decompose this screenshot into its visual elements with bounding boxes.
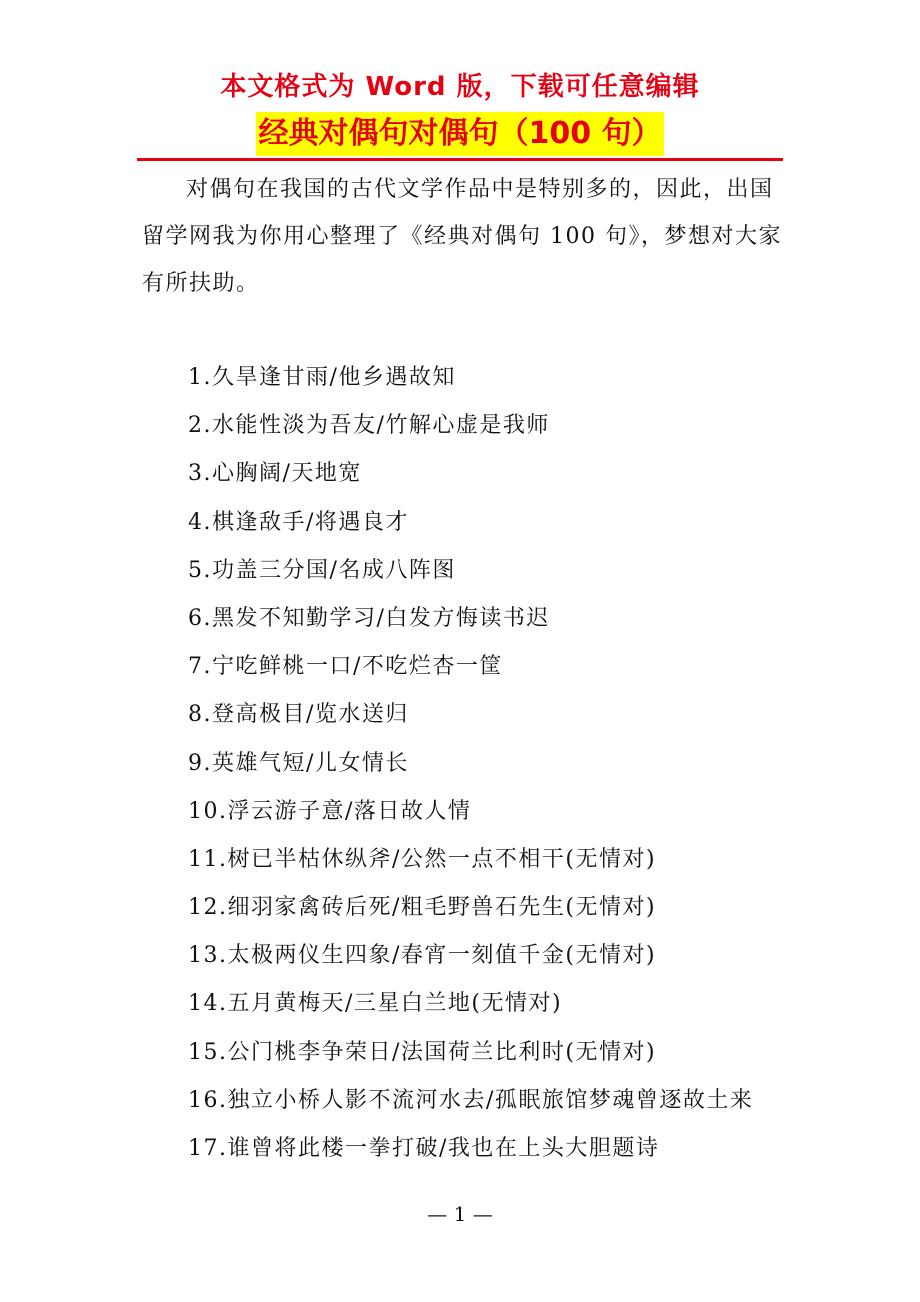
list-item: 7.宁吃鲜桃一口/不吃烂杏一筐 [188,654,503,680]
list-item: 2.水能性淡为吾友/竹解心虚是我师 [188,413,550,439]
list-item: 6.黑发不知勤学习/白发方悔读书迟 [188,605,550,631]
list-item: 17.谁曾将此楼一拳打破/我也在上头大胆题诗 [188,1136,660,1161]
list-item: 4.棋逢敌手/将遇良才 [188,509,409,535]
list-item: 11.树已半枯休纵斧/公然一点不相干(无情对) [188,846,657,872]
list-item: 8.登高极目/览水送归 [188,702,409,728]
intro-paragraph: 对偶句在我国的古代文学作品中是特别多的，因此，出国留学网我为你用心整理了《经典对偶句 100 句》，梦想对大家有所扶助。 [142,177,782,296]
list-item: 5.功盖三分国/名成八阵图 [188,557,456,583]
list-item: 10.浮云游子意/落日故人情 [188,798,472,824]
list-item: 12.细羽家禽砖后死/粗毛野兽石先生(无情对) [188,895,657,921]
page-number: — 1 — [427,1202,493,1226]
list-item: 3.心胸阔/天地宽 [188,461,362,487]
couplet-list [188,354,788,1173]
list-item: 1.久旱逢甘雨/他乡遇故知 [188,365,456,390]
list-item: 15.公门桃李争荣日/法国荷兰比利时(无情对) [188,1039,657,1065]
title-divider [137,158,783,161]
list-item: 9.英雄气短/儿女情长 [188,750,409,776]
list-item: 16.独立小桥人影不流河水去/孤眠旅馆梦魂曾逐故土来 [188,1087,754,1113]
list-item: 14.五月黄梅天/三星白兰地(无情对) [188,991,563,1017]
page-title: 经典对偶句对偶句（100 句） [256,112,663,156]
format-banner: 本文格式为 Word 版，下载可任意编辑 [220,72,700,102]
list-item: 13.太极两仪生四象/春宵一刻值千金(无情对) [188,943,657,969]
title-container [0,112,920,156]
